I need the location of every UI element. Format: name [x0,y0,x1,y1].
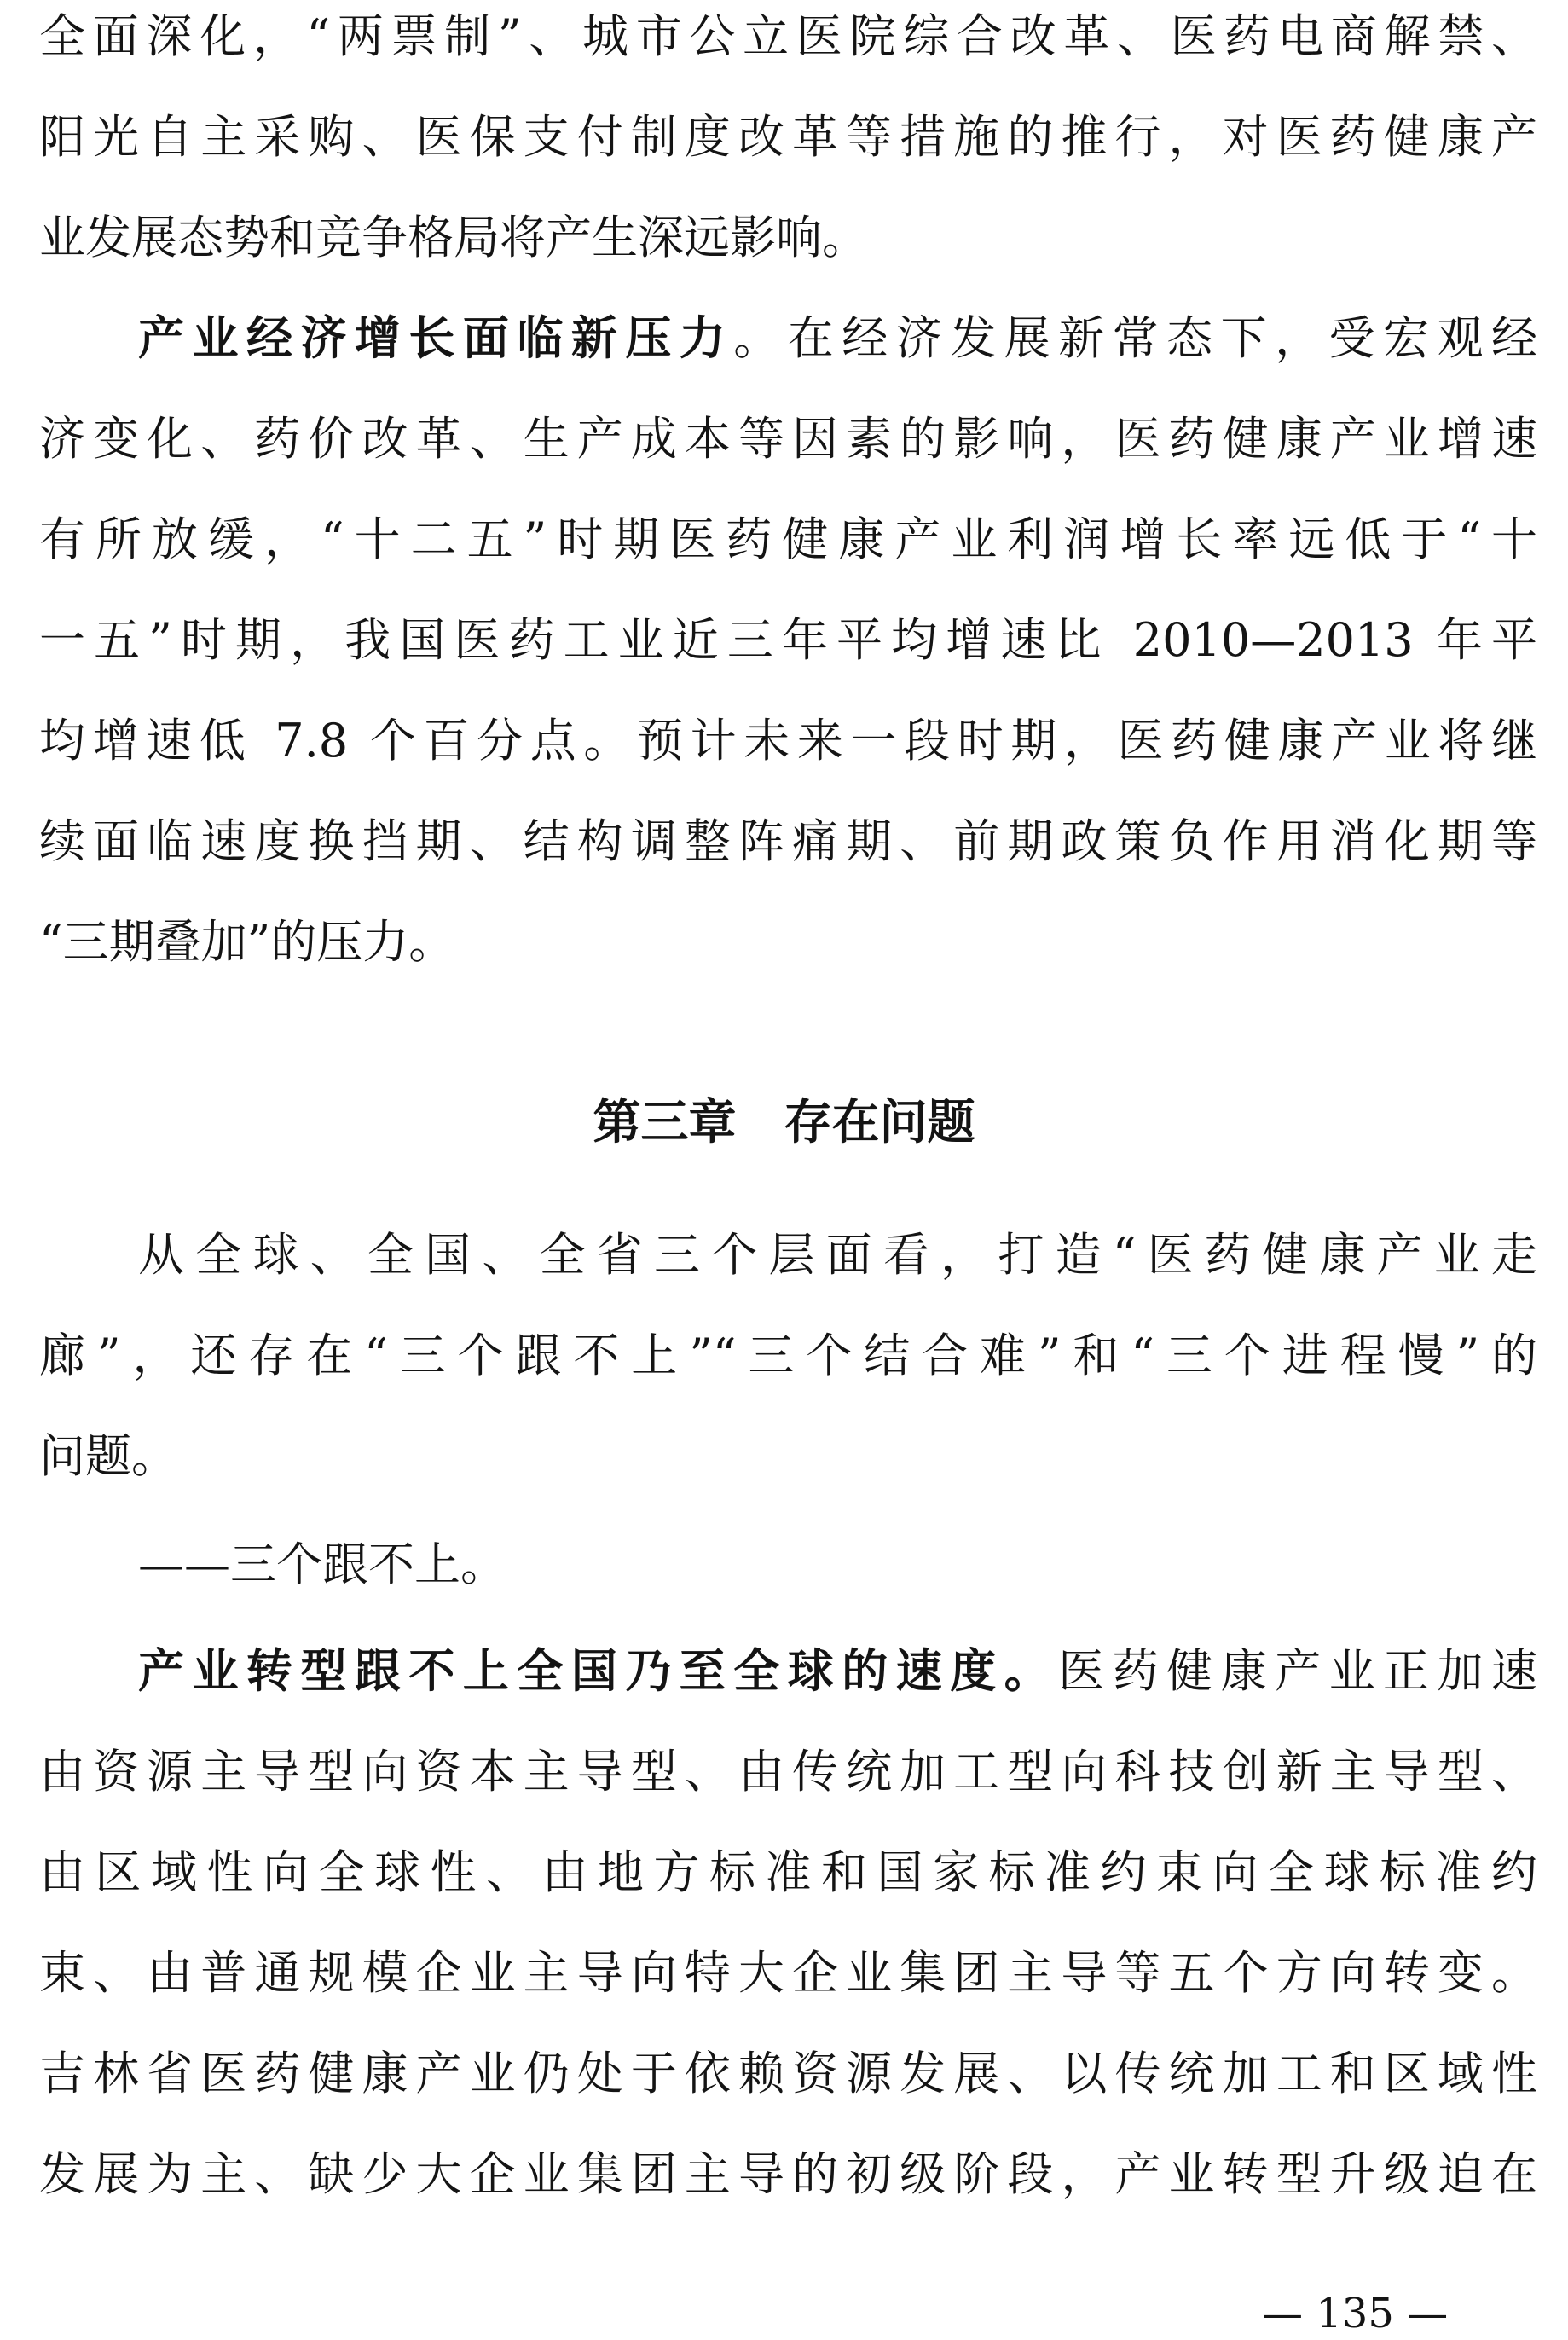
text-line: 吉林省医药健康产业仍处于依赖资源发展、以传统加工和区域性 [39,2047,1537,2100]
page-number: — 135 — [1262,2290,1449,2337]
text-line [39,309,1537,368]
text-line: 济变化、药价改革、生产成本等因素的影响，医药健康产业增速 [39,412,1537,466]
text-line: 从全球、全国、全省三个层面看，打造“医药健康产业走 [138,1228,1537,1282]
text-line: 发展为主、缺少大企业集团主导的初级阶段，产业转型升级迫在 [39,2147,1537,2201]
chapter-heading: 第三章 存在问题 [593,1095,975,1150]
bold-lead-phrase: 产业转型跟不上全国乃至全球的速度。 [138,1644,1059,1698]
bold-lead-phrase: 产业经济增长面临新压力 [138,311,734,365]
text-line [39,1642,1537,1701]
text-line: 全面深化，“两票制”、城市公立医院综合改革、医药电商解禁、 [39,9,1537,63]
lead-continuation: 。在经济发展新常态下，受宏观经 [733,311,1537,365]
text-line: 有所放缓，“十二五”时期医药健康产业利润增长率远低于“十 [39,513,1537,566]
text-line: 问题。 [39,1429,177,1483]
text-line: 均增速低 7.8 个百分点。预计未来一段时期，医药健康产业将继 [39,714,1537,767]
text-line: “三期叠加”的压力。 [39,915,455,969]
text-line: 由资源主导型向资本主导型、由传统加工型向科技创新主导型、 [39,1745,1537,1798]
text-line: 廊”，还存在“三个跟不上”“三个结合难”和“三个进程慢”的 [39,1329,1537,1382]
text-line: 束、由普通规模企业主导向特大企业集团主导等五个方向转变。 [39,1946,1537,2000]
lead-continuation: 医药健康产业正加速 [1058,1644,1538,1698]
text-line: ——三个跟不上。 [138,1538,506,1591]
text-line: 阳光自主采购、医保支付制度改革等措施的推行，对医药健康产 [39,110,1537,164]
text-line: 续面临速度换挡期、结构调整阵痛期、前期政策负作用消化期等 [39,814,1537,868]
text-line: 业发展态势和竞争格局将产生深远影响。 [39,211,868,264]
text-line: 由区域性向全球性、由地方标准和国家标准约束向全球标准约 [39,1845,1537,1899]
text-line: 一五”时期，我国医药工业近三年平均增速比 2010—2013 年平 [39,613,1537,667]
